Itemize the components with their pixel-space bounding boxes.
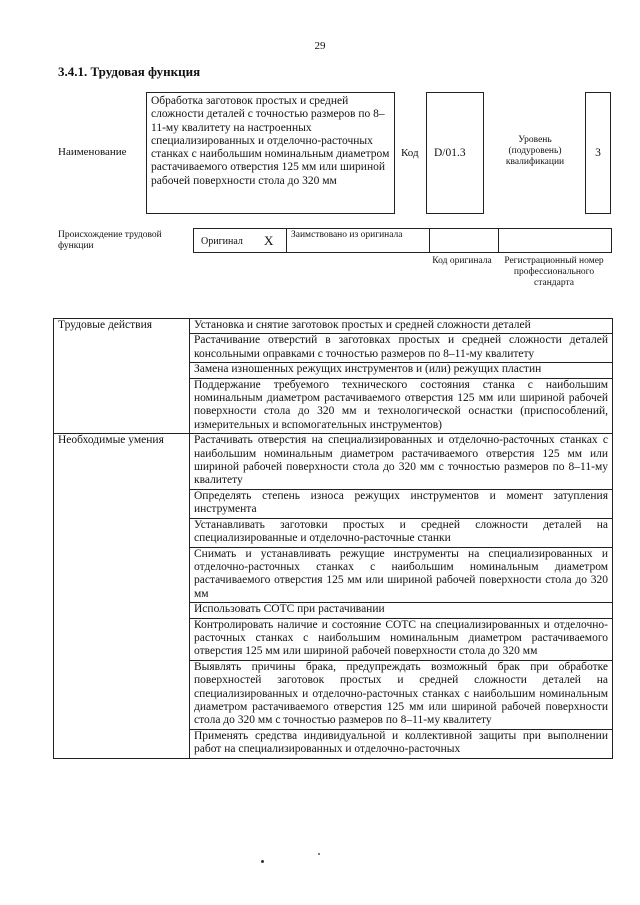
code-value: D/01.3 [434,147,466,159]
origin-row [193,228,612,253]
group-label: Необходимые умения [54,434,190,758]
original-code-cell [429,229,499,252]
level-value: 3 [595,147,601,159]
page-number: 29 [314,40,326,52]
original-cell [194,229,287,252]
reg-number-cell [498,229,611,252]
code-box [426,92,484,214]
table-cell: Устанавливать заготовки простых и средней сложности деталей на специализированные и отделочно-расточные станки [190,518,613,547]
table-cell: Использовать СОТС при растачивании [190,603,613,618]
table-cell: Поддержание требуемого технического состояния станка с наибольшим номинальным диаметром растачиваемого отверстия 125 мм или шириной рабочей поверхности стола до 320 мм и технологической оснастки (приспособлений, измерительных и вспомогательных инструментов) [190,378,613,434]
table-cell: Растачивать отверстия на специализированных и отделочно-расточных станках с наибольшим номинальным диаметром растачиваемого отверстия 125 мм или шириной рабочей поверхности стола до 320 мм с точностью размеров по 8–11-му квалитету [190,434,613,490]
table-cell: Контролировать наличие и состояние СОТС на специализированных и отделочно-расточных станках с наибольшим номинальным диаметром растачиваемого отверстия 125 мм или шириной рабочей поверхности стола до 320 мм [190,618,613,660]
borrowed-label: Заимствовано из оригинала [291,230,403,240]
function-table [53,318,613,759]
table-cell: Снимать и устанавливать режущие инструменты на специализированных и отделочно-расточных станках с наибольшим номинальным диаметром растачиваемого отверстия 125 мм или шириной рабочей поверхности стола до 320 мм [190,547,613,603]
section-title: 3.4.1. Трудовая функция [58,64,201,79]
original-mark: X [264,233,274,248]
level-box [585,92,611,214]
group-label: Трудовые действия [54,319,190,434]
table-row [54,319,613,334]
borrowed-cell [286,229,430,252]
table-cell: Определять степень износа режущих инструментов и момент затупления инструмента [190,489,613,518]
function-name-box [146,92,395,214]
scan-speck [318,853,320,855]
original-label: Оригинал [201,236,243,247]
function-name: Обработка заготовок простых и средней сложности деталей с точностью размеров по 8–11-му квалитету на настроенных специализированных и отделочно-расточных станках с наибольшим номинальным диаметром растачиваемого отверстия 125 мм или шириной рабочей поверхности стола до 320 мм [151,95,390,187]
table-cell: Выявлять причины брака, предупреждать возможный брак при обработке поверхностей заготовок простых и средней сложности деталей на специализированных и отделочно-расточных станках с наибольшим номинальным диаметром растачиваемого отверстия 125 мм или шириной рабочей поверхности стола до 320 мм с точностью размеров по 8–11-му квалитету [190,660,613,729]
scan-speck [261,860,264,863]
origin-label: Происхождение трудовой функции [58,230,162,251]
table-cell: Замена изношенных режущих инструментов и (или) режущих пластин [190,363,613,378]
table-cell: Установка и снятие заготовок простых и средней сложности деталей [190,319,613,334]
table-cell: Растачивание отверстий в заготовках простых и средней сложности деталей консольными оправками с точностью размеров по 8–11-му квалитету [190,334,613,363]
table-cell: Применять средства индивидуальной и коллективной защиты при выполнении работ на специализированных и отделочно-расточных [190,729,613,758]
reg-caption: Регистрационный номер профессионального стандарта [504,256,604,288]
code-caption: Код оригинала [432,256,492,266]
level-label: Уровень (подуровень) квалификации [505,135,565,167]
code-label: Код [401,147,419,159]
table-row [54,434,613,490]
name-label: Наименование [58,146,127,158]
